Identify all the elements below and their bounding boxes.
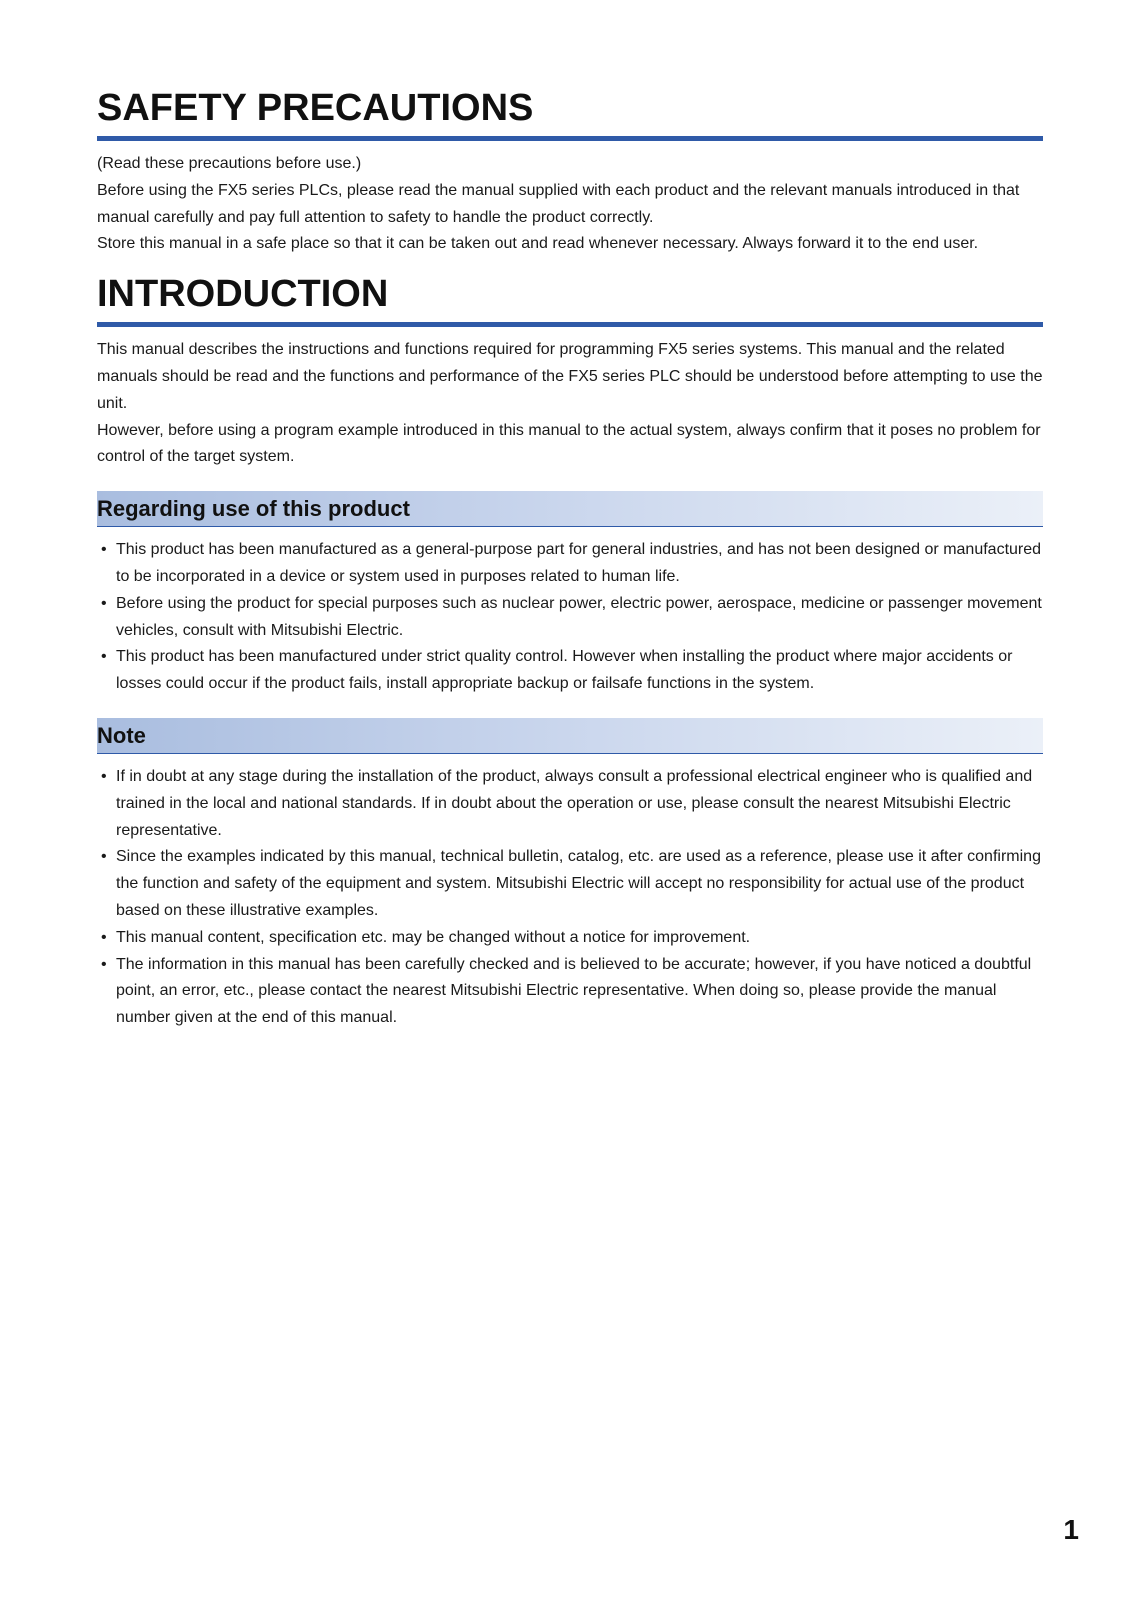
list-item-text: This manual content, specification etc. may be changed without a notice for improvement.: [116, 928, 751, 946]
bullet-icon: •: [101, 594, 107, 612]
list-item-text: The information in this manual has been carefully checked and is believed to be accurate; however, if you have noticed a doubtful point, an error, etc., please contact the nearest Mitsubishi Electric representative. When doing so, please provide the manual number given at the end of this manual.: [116, 955, 1032, 1027]
safety-precautions-heading: SAFETY PRECAUTIONS: [97, 86, 1043, 141]
introduction-paragraph: This manual describes the instructions and functions required for programming FX5 series systems. This manual and the related manuals should be read and the functions and performance of the FX5 series PLC should be understood before attempting to use the unit.: [97, 341, 1043, 412]
introduction-paragraph: However, before using a program example introduced in this manual to the actual system, always confirm that it poses no problem for control of the target system.: [97, 421, 1041, 466]
list-item-text: If in doubt at any stage during the installation of the product, always consult a professional electrical engineer who is qualified and trained in the local and national standards. If in doubt about the operation or use, please consult the nearest Mitsubishi Electric representative.: [116, 767, 1033, 839]
list-item: [97, 764, 1043, 844]
list-item: [97, 644, 1043, 698]
list-item: [97, 591, 1043, 645]
safety-paragraph: (Read these precautions before use.): [97, 155, 362, 172]
list-item: [97, 952, 1043, 1032]
regarding-use-list: [97, 537, 1043, 698]
safety-precautions-body: [97, 151, 1043, 258]
bullet-icon: •: [101, 541, 107, 559]
list-item-text: Before using the product for special purposes such as nuclear power, electric power, aerospace, medicine or passenger movement vehicles, consult with Mitsubishi Electric.: [116, 594, 1042, 639]
list-item-text: This product has been manufactured as a general-purpose part for general industries, and has not been designed or manufactured to be incorporated in a device or system used in purposes related to human life.: [116, 541, 1042, 585]
page-number: 1: [1063, 1514, 1079, 1545]
bullet-icon: •: [101, 848, 107, 866]
document-page: [97, 0, 1043, 1032]
bullet-icon: •: [101, 767, 107, 785]
list-item: [97, 537, 1043, 591]
list-item-text: This product has been manufactured under strict quality control. However when installing the product where major accidents or losses could occur if the product fails, install appropriate backup or failsafe functions in the system.: [116, 648, 1013, 693]
bullet-icon: •: [101, 648, 107, 666]
introduction-heading: INTRODUCTION: [97, 272, 1043, 327]
list-item-text: Since the examples indicated by this manual, technical bulletin, catalog, etc. are used as a reference, please use it after confirming the function and safety of the equipment and system. Mitsubishi Electric will accept no responsibility for actual use of the product based on these illustrative examples.: [116, 848, 1041, 919]
note-list: [97, 764, 1043, 1032]
safety-paragraph: Before using the FX5 series PLCs, please read the manual supplied with each product and the relevant manuals introduced in that manual carefully and pay full attention to safety to handle the product correctly.: [97, 181, 1020, 226]
safety-paragraph: Store this manual in a safe place so that it can be taken out and read whenever necessary. Always forward it to the end user.: [97, 235, 979, 253]
bullet-icon: •: [101, 955, 107, 973]
regarding-use-heading: Regarding use of this product: [97, 491, 1043, 527]
note-heading: Note: [97, 718, 1043, 754]
bullet-icon: •: [101, 928, 107, 946]
list-item: [97, 925, 1043, 952]
list-item: [97, 844, 1043, 924]
introduction-body: [97, 337, 1043, 471]
